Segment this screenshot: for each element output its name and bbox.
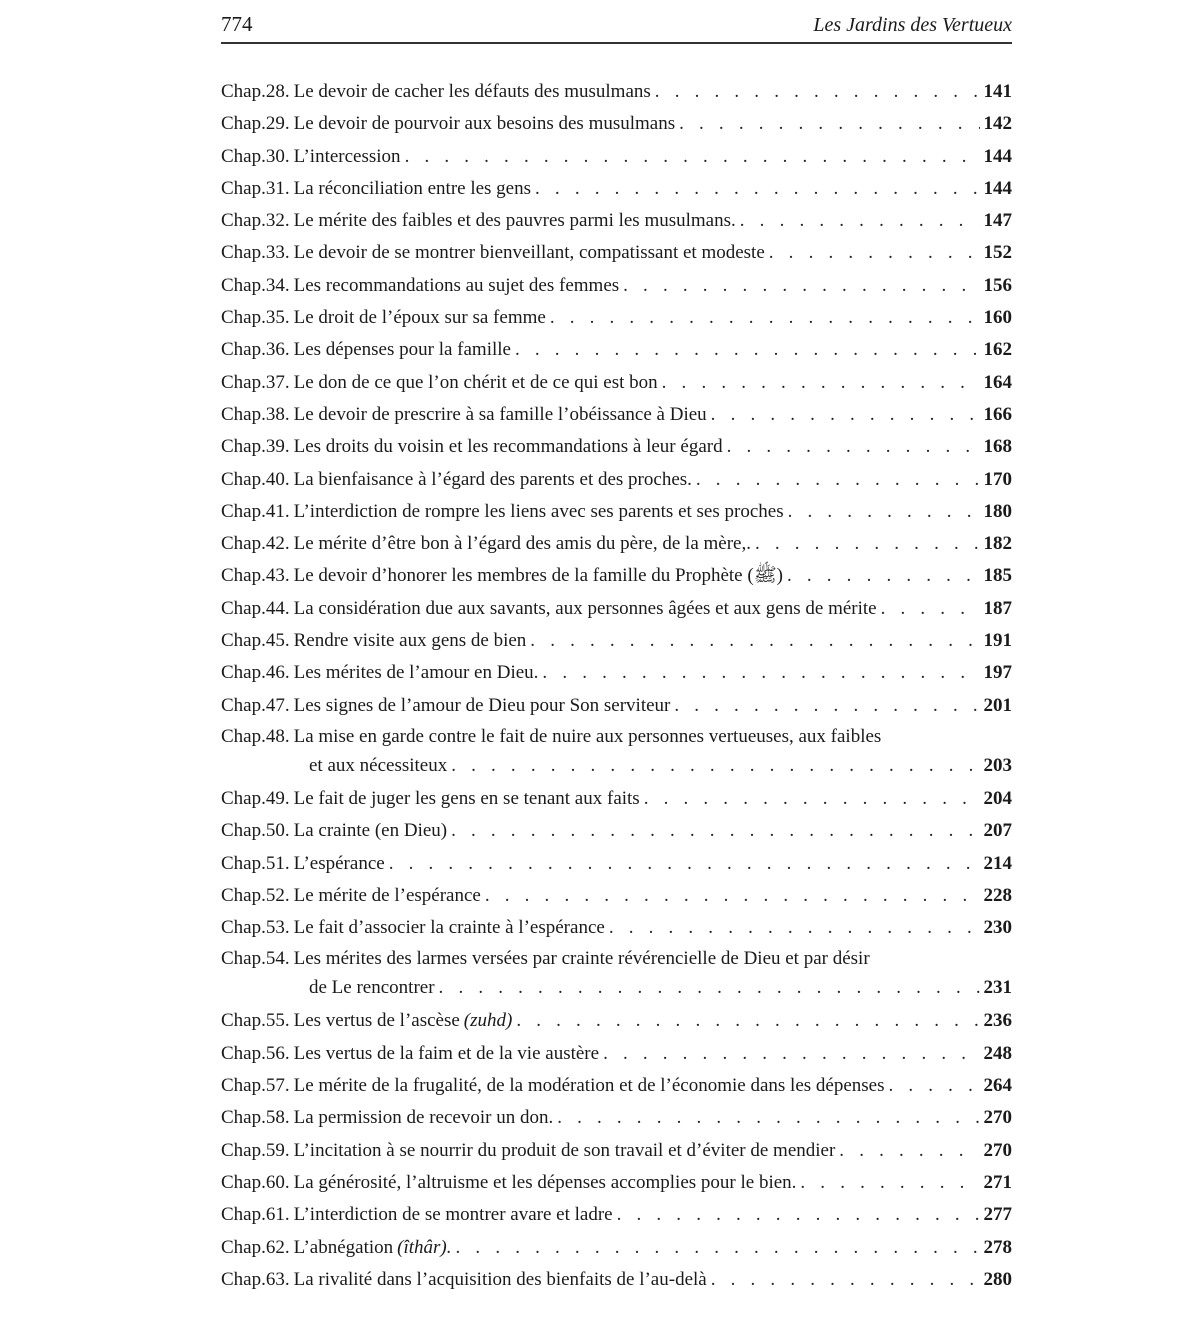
page-reference: 168 <box>983 436 1012 458</box>
toc-entry <box>221 141 1012 173</box>
page-reference: 271 <box>983 1171 1012 1193</box>
leader-dots <box>658 367 980 399</box>
page-reference: 147 <box>983 210 1012 232</box>
chapter-title-continued: et aux nécessiteux <box>309 754 448 776</box>
toc-entry <box>221 334 1012 366</box>
leader-dots <box>605 912 980 944</box>
chapter-title: L’interdiction de rompre les liens avec ses parents et ses proches <box>293 500 784 522</box>
chapter-title: Le devoir de se montrer bienveillant, compatissant et modeste <box>293 242 765 264</box>
chapter-title: Les recommandations au sujet des femmes <box>293 274 620 296</box>
toc-entry <box>221 722 1012 783</box>
toc-entry <box>221 173 1012 205</box>
chapter-title: Le mérite de l’espérance <box>293 884 481 906</box>
page-reference: 191 <box>983 630 1012 652</box>
leader-dots <box>707 1264 980 1296</box>
chapter-number: Chap.51. <box>221 852 290 874</box>
chapter-number: Chap.39. <box>221 436 290 458</box>
toc-entry <box>221 625 1012 657</box>
page-reference: 270 <box>983 1107 1012 1129</box>
page-reference: 166 <box>983 403 1012 425</box>
page-reference: 170 <box>983 468 1012 490</box>
chapter-title: Le devoir de pourvoir aux besoins des musulmans <box>293 113 676 135</box>
page-reference: 203 <box>983 754 1012 776</box>
chapter-number: Chap.63. <box>221 1268 290 1290</box>
page-reference: 264 <box>983 1075 1012 1097</box>
chapter-title-italic: (îthâr). <box>397 1236 452 1258</box>
leader-dots <box>531 173 979 205</box>
toc-entry <box>221 1070 1012 1102</box>
chapter-title: Le fait de juger les gens en se tenant aux faits <box>293 787 640 809</box>
leader-dots <box>511 334 980 366</box>
running-header <box>221 8 1012 42</box>
chapter-title: Les signes de l’amour de Dieu pour Son serviteur <box>293 694 671 716</box>
leader-dots <box>553 1102 979 1134</box>
chapter-number: Chap.54. <box>221 948 290 970</box>
chapter-title: La permission de recevoir un don. <box>293 1107 554 1129</box>
chapter-title: Les droits du voisin et les recommandations à leur égard <box>293 436 723 458</box>
leader-dots <box>452 1232 980 1264</box>
page-reference: 236 <box>983 1010 1012 1032</box>
chapter-number: Chap.43. <box>221 565 290 587</box>
toc-entry <box>221 367 1012 399</box>
chapter-number: Chap.49. <box>221 787 290 809</box>
leader-dots <box>723 431 980 463</box>
toc-entry <box>221 270 1012 302</box>
chapter-title: Les mérites de l’amour en Dieu. <box>293 662 539 684</box>
toc-entry <box>221 399 1012 431</box>
chapter-title: Le devoir de prescrire à sa famille l’obéissance à Dieu <box>293 403 707 425</box>
page-reference: 230 <box>983 917 1012 939</box>
chapter-number: Chap.55. <box>221 1010 290 1032</box>
leader-dots <box>692 464 980 496</box>
toc-entry <box>221 431 1012 463</box>
page-reference: 160 <box>983 307 1012 329</box>
leader-dots <box>447 751 979 780</box>
page-reference: 214 <box>983 852 1012 874</box>
toc-entry <box>221 690 1012 722</box>
running-title: Les Jardins des Vertueux <box>813 14 1012 36</box>
chapter-number: Chap.44. <box>221 597 290 619</box>
page-reference: 182 <box>983 533 1012 555</box>
chapter-title: L’interdiction de se montrer avare et ladre <box>293 1204 613 1226</box>
chapter-number: Chap.30. <box>221 145 290 167</box>
page-number: 774 <box>221 12 253 36</box>
page-reference: 277 <box>983 1204 1012 1226</box>
toc-entry <box>221 1167 1012 1199</box>
leader-dots <box>447 815 979 847</box>
leader-dots <box>538 657 979 689</box>
leader-dots <box>736 205 980 237</box>
page-reference: 197 <box>983 662 1012 684</box>
page-reference: 270 <box>983 1139 1012 1161</box>
chapter-number: Chap.57. <box>221 1075 290 1097</box>
chapter-title-italic: (zuhd) <box>463 1010 513 1032</box>
page-reference: 141 <box>983 81 1012 102</box>
header-rule <box>221 42 1012 44</box>
toc-entry <box>221 528 1012 560</box>
toc-entry <box>221 848 1012 880</box>
leader-dots <box>512 1005 979 1037</box>
toc-entry <box>221 1005 1012 1037</box>
toc-entry <box>221 302 1012 334</box>
chapter-title: La crainte (en Dieu) <box>293 820 448 842</box>
leader-dots <box>385 848 980 880</box>
chapter-number: Chap.59. <box>221 1139 290 1161</box>
leader-dots <box>796 1167 979 1199</box>
chapter-number: Chap.45. <box>221 630 290 652</box>
leader-dots <box>784 496 980 528</box>
chapter-number: Chap.62. <box>221 1236 290 1258</box>
chapter-number: Chap.37. <box>221 371 290 393</box>
leader-dots <box>884 1070 979 1102</box>
leader-dots <box>835 1135 979 1167</box>
page-reference: 278 <box>983 1236 1012 1258</box>
leader-dots <box>651 76 980 108</box>
toc-entry <box>221 657 1012 689</box>
toc-entry <box>221 783 1012 815</box>
toc-entry <box>221 815 1012 847</box>
page-reference: 162 <box>983 339 1012 361</box>
chapter-number: Chap.33. <box>221 242 290 264</box>
leader-dots <box>640 783 980 815</box>
chapter-title: Les vertus de l’ascèse <box>293 1010 460 1032</box>
page-reference: 187 <box>983 597 1012 619</box>
page-reference: 164 <box>983 371 1012 393</box>
chapter-title: L’intercession <box>293 145 401 167</box>
chapter-title: La rivalité dans l’acquisition des bienfaits de l’au-delà <box>293 1268 707 1290</box>
chapter-title: Le devoir d’honorer les membres de la famille du Prophète (ﷺ) <box>293 565 783 587</box>
page-reference: 228 <box>983 884 1012 906</box>
chapter-title: La mise en garde contre le fait de nuire aux personnes vertueuses, aux faibles <box>293 725 882 747</box>
toc-entry <box>221 944 1012 1005</box>
toc-entry <box>221 1038 1012 1070</box>
chapter-number: Chap.42. <box>221 533 290 555</box>
chapter-title: La bienfaisance à l’égard des parents et des proches. <box>293 468 692 490</box>
chapter-number: Chap.31. <box>221 177 290 199</box>
chapter-number: Chap.61. <box>221 1204 290 1226</box>
toc-entry <box>221 1135 1012 1167</box>
table-of-contents <box>221 76 1012 1296</box>
chapter-title: Le don de ce que l’on chérit et de ce qui est bon <box>293 371 658 393</box>
chapter-title: L’abnégation <box>293 1236 394 1258</box>
leader-dots <box>619 270 979 302</box>
chapter-title: Le mérite des faibles et des pauvres parmi les musulmans. <box>293 210 736 232</box>
chapter-title: Rendre visite aux gens de bien <box>293 630 527 652</box>
chapter-number: Chap.32. <box>221 210 290 232</box>
chapter-number: Chap.34. <box>221 274 290 296</box>
leader-dots <box>751 528 980 560</box>
leader-dots <box>783 560 980 592</box>
chapter-number: Chap.40. <box>221 468 290 490</box>
toc-entry <box>221 205 1012 237</box>
toc-entry <box>221 464 1012 496</box>
toc-entry <box>221 1232 1012 1264</box>
leader-dots <box>526 625 979 657</box>
chapter-number: Chap.52. <box>221 884 290 906</box>
leader-dots <box>877 593 980 625</box>
chapter-number: Chap.46. <box>221 662 290 684</box>
leader-dots <box>401 141 980 173</box>
chapter-number: Chap.47. <box>221 694 290 716</box>
toc-entry <box>221 496 1012 528</box>
toc-entry <box>221 76 1012 108</box>
leader-dots <box>675 108 979 140</box>
chapter-title: L’incitation à se nourrir du produit de son travail et d’éviter de mendier <box>293 1139 836 1161</box>
chapter-title-continued: de Le rencontrer <box>309 977 435 999</box>
leader-dots <box>546 302 980 334</box>
chapter-title: Le devoir de cacher les défauts des musulmans <box>293 81 651 102</box>
page-reference: 144 <box>983 145 1012 167</box>
chapter-title: Le mérite de la frugalité, de la modération et de l’économie dans les dépenses <box>293 1075 885 1097</box>
page-reference: 152 <box>983 242 1012 264</box>
chapter-title: Le fait d’associer la crainte à l’espérance <box>293 917 605 939</box>
toc-entry <box>221 237 1012 269</box>
leader-dots <box>481 880 980 912</box>
chapter-number: Chap.48. <box>221 725 290 747</box>
leader-dots <box>765 237 980 269</box>
chapter-number: Chap.38. <box>221 403 290 425</box>
chapter-title: Le mérite d’être bon à l’égard des amis du père, de la mère,. <box>293 533 751 555</box>
toc-entry <box>221 1264 1012 1296</box>
leader-dots <box>613 1199 980 1231</box>
chapter-number: Chap.56. <box>221 1042 290 1064</box>
chapter-number: Chap.28. <box>221 81 290 102</box>
chapter-title: L’espérance <box>293 852 385 874</box>
toc-entry <box>221 1102 1012 1134</box>
page-reference: 201 <box>983 694 1012 716</box>
chapter-number: Chap.35. <box>221 307 290 329</box>
chapter-title: Les vertus de la faim et de la vie austère <box>293 1042 600 1064</box>
toc-entry <box>221 880 1012 912</box>
chapter-number: Chap.53. <box>221 917 290 939</box>
page-reference: 248 <box>983 1042 1012 1064</box>
toc-entry <box>221 593 1012 625</box>
page-reference: 185 <box>983 565 1012 587</box>
page-reference: 180 <box>983 500 1012 522</box>
chapter-number: Chap.60. <box>221 1171 290 1193</box>
toc-entry <box>221 912 1012 944</box>
toc-entry <box>221 1199 1012 1231</box>
chapter-number: Chap.58. <box>221 1107 290 1129</box>
chapter-number: Chap.36. <box>221 339 290 361</box>
chapter-number: Chap.29. <box>221 113 290 135</box>
toc-entry <box>221 108 1012 140</box>
page-reference: 231 <box>983 977 1012 999</box>
leader-dots <box>599 1038 979 1070</box>
page-reference: 204 <box>983 787 1012 809</box>
chapter-number: Chap.41. <box>221 500 290 522</box>
chapter-title: La considération due aux savants, aux personnes âgées et aux gens de mérite <box>293 597 877 619</box>
leader-dots <box>435 973 980 1002</box>
chapter-title: Les mérites des larmes versées par crainte révérencielle de Dieu et par désir <box>293 948 870 970</box>
chapter-title: Les dépenses pour la famille <box>293 339 511 361</box>
leader-dots <box>670 690 979 722</box>
page-reference: 207 <box>983 820 1012 842</box>
page-reference: 280 <box>983 1268 1012 1290</box>
chapter-number: Chap.50. <box>221 820 290 842</box>
page-reference: 142 <box>983 113 1012 135</box>
chapter-title: La réconciliation entre les gens <box>293 177 532 199</box>
page-reference: 156 <box>983 274 1012 296</box>
chapter-title: La générosité, l’altruisme et les dépenses accomplies pour le bien. <box>293 1171 797 1193</box>
chapter-title: Le droit de l’époux sur sa femme <box>293 307 546 329</box>
toc-entry <box>221 560 1012 592</box>
page-reference: 144 <box>983 177 1012 199</box>
leader-dots <box>707 399 980 431</box>
